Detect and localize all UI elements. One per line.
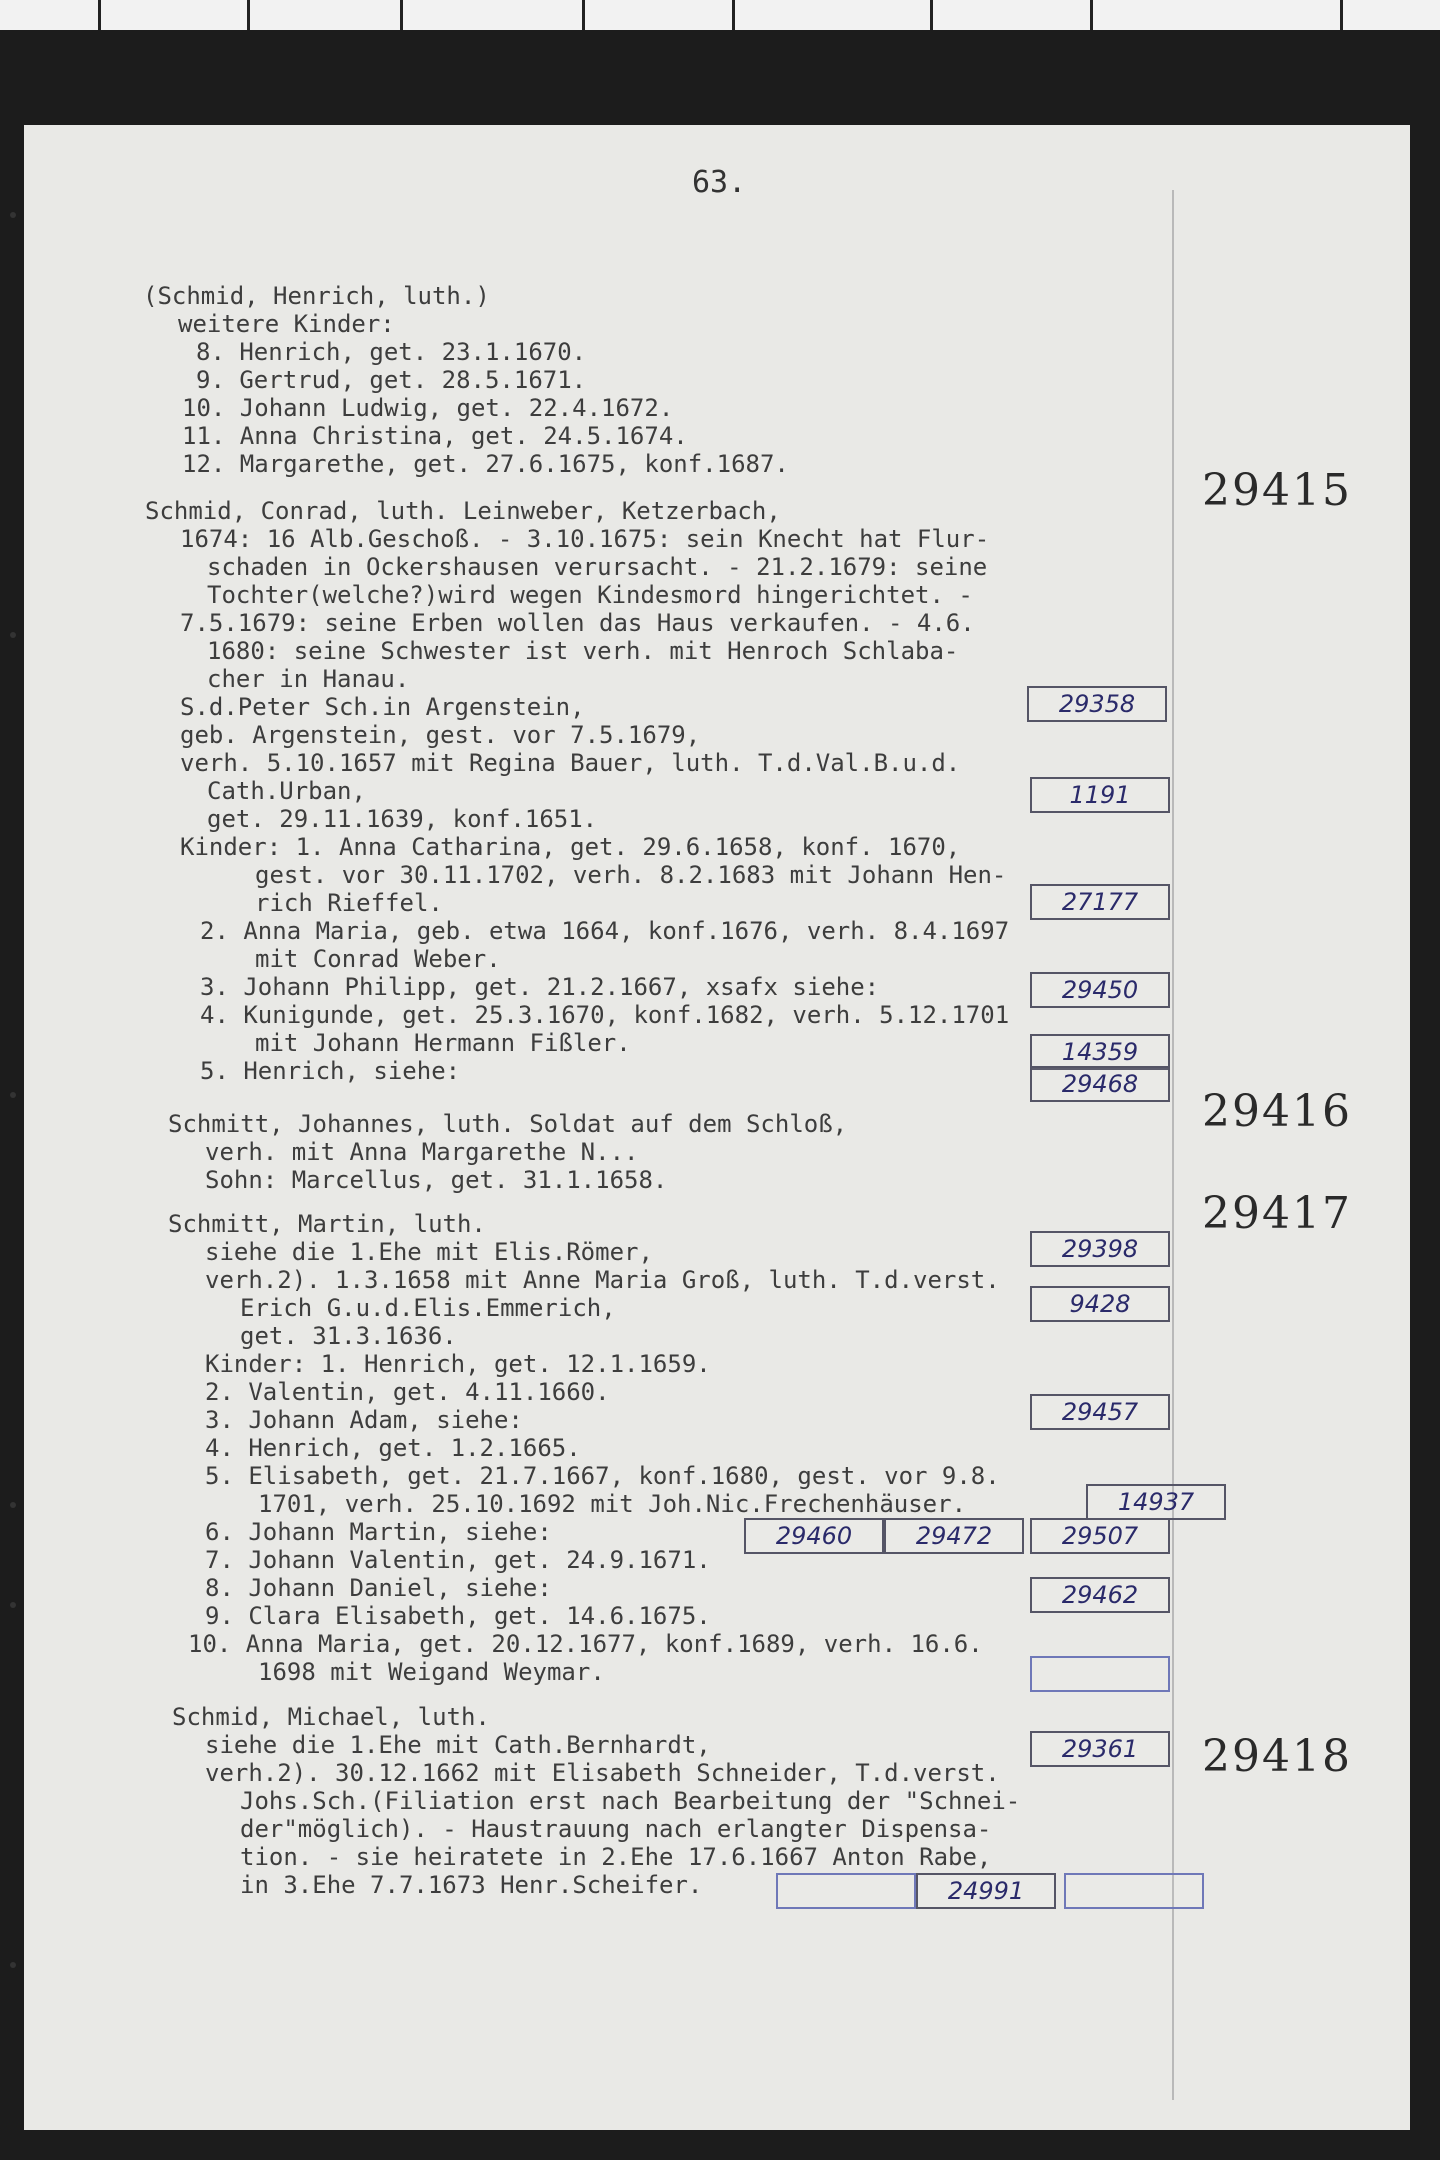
reference-box: 29398 xyxy=(1030,1231,1170,1267)
reference-box: 27177 xyxy=(1030,884,1170,920)
text-line: 1680: seine Schwester ist verh. mit Henroch Schlaba- xyxy=(207,637,959,665)
text-line: 2. Anna Maria, geb. etwa 1664, konf.1676, verh. 8.4.1697 xyxy=(200,917,1010,945)
reference-box: 29468 xyxy=(1030,1066,1170,1102)
reference-box: 29450 xyxy=(1030,972,1170,1008)
text-line: 11. Anna Christina, get. 24.5.1674. xyxy=(182,422,688,450)
punch-dot xyxy=(10,212,16,218)
text-line: 4. Kunigunde, get. 25.3.1670, konf.1682, verh. 5.12.1701 xyxy=(200,1001,1010,1029)
reference-box: 29507 xyxy=(1030,1518,1170,1554)
text-line: get. 31.3.1636. xyxy=(240,1322,457,1350)
text-line: verh.2). 1.3.1658 mit Anne Maria Groß, luth. T.d.verst. xyxy=(205,1266,1000,1294)
text-line: verh.2). 30.12.1662 mit Elisabeth Schneider, T.d.verst. xyxy=(205,1759,1000,1787)
reference-box: 29361 xyxy=(1030,1731,1170,1767)
punch-dot xyxy=(10,1962,16,1968)
record-id: 29416 xyxy=(1202,1086,1352,1137)
reference-box: 14359 xyxy=(1030,1034,1170,1070)
text-line: rich Rieffel. xyxy=(255,889,443,917)
reference-box xyxy=(1030,1656,1170,1692)
film-tick xyxy=(1340,0,1343,30)
record-id: 29417 xyxy=(1202,1188,1352,1239)
reference-box: 24991 xyxy=(916,1873,1056,1909)
text-line: Kinder: 1. Anna Catharina, get. 29.6.1658, konf. 1670, xyxy=(180,833,961,861)
text-line: Schmitt, Johannes, luth. Soldat auf dem Schloß, xyxy=(168,1110,848,1138)
text-line: verh. 5.10.1657 mit Regina Bauer, luth. T.d.Val.B.u.d. xyxy=(180,749,961,777)
text-line: Schmitt, Martin, luth. xyxy=(168,1210,486,1238)
reference-box: 1191 xyxy=(1030,777,1170,813)
text-line: 4. Henrich, get. 1.2.1665. xyxy=(205,1434,581,1462)
text-line: 1674: 16 Alb.Geschoß. - 3.10.1675: sein Knecht hat Flur- xyxy=(180,525,990,553)
text-line: geb. Argenstein, gest. vor 7.5.1679, xyxy=(180,721,701,749)
text-line: Tochter(welche?)wird wegen Kindesmord hingerichtet. - xyxy=(207,581,973,609)
text-line: siehe die 1.Ehe mit Cath.Bernhardt, xyxy=(205,1731,711,1759)
film-tick xyxy=(400,0,403,30)
film-tick xyxy=(1090,0,1093,30)
record-id: 29415 xyxy=(1202,465,1352,516)
text-line: 7.5.1679: seine Erben wollen das Haus verkaufen. - 4.6. xyxy=(180,609,975,637)
text-line: (Schmid, Henrich, luth.) xyxy=(143,282,490,310)
text-line: Erich G.u.d.Elis.Emmerich, xyxy=(240,1294,616,1322)
text-line: 6. Johann Martin, siehe: xyxy=(205,1518,552,1546)
film-tick xyxy=(247,0,250,30)
text-line: weitere Kinder: xyxy=(178,310,395,338)
text-line: 1698 mit Weigand Weymar. xyxy=(258,1658,605,1686)
film-tick xyxy=(98,0,101,30)
reference-box: 29472 xyxy=(884,1518,1024,1554)
record-id: 29418 xyxy=(1202,1731,1352,1782)
document-page xyxy=(24,125,1410,2130)
film-tick xyxy=(930,0,933,30)
reference-box: 9428 xyxy=(1030,1286,1170,1322)
text-line: 9. Clara Elisabeth, get. 14.6.1675. xyxy=(205,1602,711,1630)
text-line: Schmid, Michael, luth. xyxy=(172,1703,490,1731)
text-line: Kinder: 1. Henrich, get. 12.1.1659. xyxy=(205,1350,711,1378)
text-line: Schmid, Conrad, luth. Leinweber, Ketzerbach, xyxy=(145,497,781,525)
text-line: 8. Johann Daniel, siehe: xyxy=(205,1574,552,1602)
text-line: 1701, verh. 25.10.1692 mit Joh.Nic.Frechenhäuser. xyxy=(258,1490,967,1518)
margin-rule xyxy=(1172,190,1174,2100)
reference-box: 29462 xyxy=(1030,1577,1170,1613)
text-line: in 3.Ehe 7.7.1673 Henr.Scheifer. xyxy=(240,1871,703,1899)
text-line: verh. mit Anna Margarethe N... xyxy=(205,1138,639,1166)
text-line: 7. Johann Valentin, get. 24.9.1671. xyxy=(205,1546,711,1574)
text-line: gest. vor 30.11.1702, verh. 8.2.1683 mit Johann Hen- xyxy=(255,861,1007,889)
text-line: 3. Johann Adam, siehe: xyxy=(205,1406,523,1434)
reference-box: 29460 xyxy=(744,1518,884,1554)
text-line: 2. Valentin, get. 4.11.1660. xyxy=(205,1378,610,1406)
text-line: Cath.Urban, xyxy=(207,777,366,805)
reference-box: 14937 xyxy=(1086,1484,1226,1520)
text-line: 10. Anna Maria, get. 20.12.1677, konf.1689, verh. 16.6. xyxy=(188,1630,983,1658)
text-line: 5. Henrich, siehe: xyxy=(200,1057,461,1085)
reference-box: 29358 xyxy=(1027,686,1167,722)
punch-dot xyxy=(10,1502,16,1508)
film-tick xyxy=(582,0,585,30)
page-number: 63. xyxy=(692,165,747,200)
text-line: schaden in Ockershausen verursacht. - 21.2.1679: seine xyxy=(207,553,988,581)
text-line: get. 29.11.1639, konf.1651. xyxy=(207,805,598,833)
text-line: 10. Johann Ludwig, get. 22.4.1672. xyxy=(182,394,674,422)
text-line: Sohn: Marcellus, get. 31.1.1658. xyxy=(205,1166,668,1194)
reference-box xyxy=(776,1873,916,1909)
film-tick xyxy=(732,0,735,30)
text-line: 3. Johann Philipp, get. 21.2.1667, xsafx siehe: xyxy=(200,973,880,1001)
text-line: tion. - sie heiratete in 2.Ehe 17.6.1667 Anton Rabe, xyxy=(240,1843,992,1871)
text-line: 5. Elisabeth, get. 21.7.1667, konf.1680, gest. vor 9.8. xyxy=(205,1462,1000,1490)
punch-dot xyxy=(10,1602,16,1608)
text-line: mit Conrad Weber. xyxy=(255,945,501,973)
text-line: der"möglich). - Haustrauung nach erlangter Dispensa- xyxy=(240,1815,992,1843)
text-line: Johs.Sch.(Filiation erst nach Bearbeitung der "Schnei- xyxy=(240,1787,1021,1815)
text-line: siehe die 1.Ehe mit Elis.Römer, xyxy=(205,1238,653,1266)
reference-box xyxy=(1064,1873,1204,1909)
text-line: 9. Gertrud, get. 28.5.1671. xyxy=(196,366,587,394)
text-line: cher in Hanau. xyxy=(207,665,410,693)
text-line: 12. Margarethe, get. 27.6.1675, konf.1687. xyxy=(182,450,789,478)
punch-dot xyxy=(10,1092,16,1098)
film-top-edge xyxy=(0,0,1440,30)
punch-dot xyxy=(10,632,16,638)
reference-box: 29457 xyxy=(1030,1394,1170,1430)
text-line: 8. Henrich, get. 23.1.1670. xyxy=(196,338,587,366)
text-line: S.d.Peter Sch.in Argenstein, xyxy=(180,693,585,721)
text-line: mit Johann Hermann Fißler. xyxy=(255,1029,631,1057)
